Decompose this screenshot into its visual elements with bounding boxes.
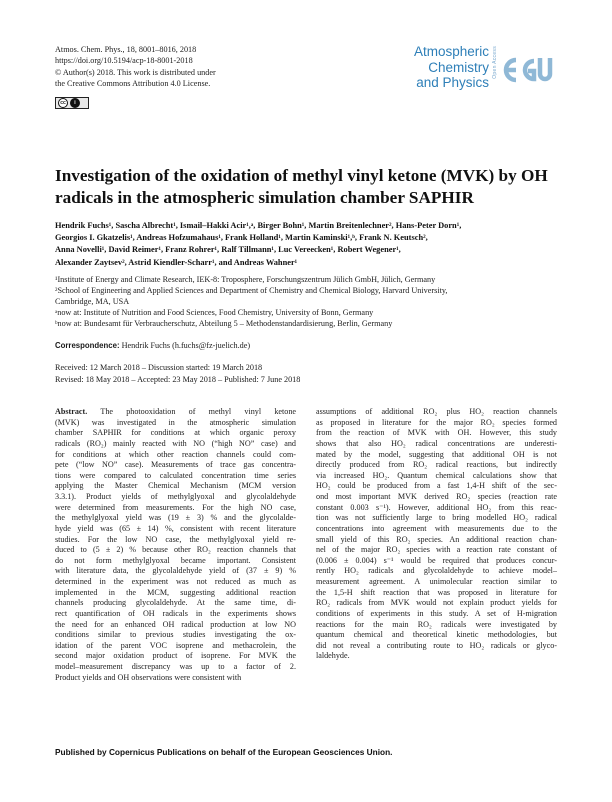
abstract-line [55,545,296,556]
abstract-line [55,609,296,620]
abstract-line [55,450,296,461]
author-line: Georgios I. Gkatzelis¹, Andreas Hofzumahaus¹, Frank Holland¹, Martin Kaminski¹,ᵇ, Frank N. Keutsch², [55,233,428,243]
abstract-line [55,651,296,662]
abstract-line [316,524,557,535]
abstract-text: ond most important MVK derived RO₂ species (reaction rate [316,492,557,501]
abstract-text: duced to (5 ± 2) % because other RO₂ reaction channels that [55,545,296,555]
abstract-text: Product yields and OH observations were consistent with [55,672,242,682]
abstract-line [55,630,296,641]
cc-icon: cc [58,98,68,108]
abstract-line [316,492,557,503]
abstract-line [55,662,296,673]
abstract-text: the 1,5-H shift reaction that was proposed in literature for [316,587,557,597]
abstract-text: constant 0.003 s⁻¹). However, additional HO₂ from this reac- [316,502,557,512]
abstract-line [316,418,557,429]
abstract-line [55,460,296,471]
abstract-line [55,620,296,631]
abstract-line [316,481,557,492]
abstract-text: model–measurement discrepancy was up to a factor of 2. [55,662,296,671]
abstract-text: channels producing glycolaldehyde. At the same time, di- [55,598,296,608]
abstract-line [316,513,557,524]
date-line: Received: 12 March 2018 – Discussion started: 19 March 2018 [55,363,263,372]
abstract-text: (MVK) was investigated in the atmospheric simulation [55,417,296,427]
abstract-text: laldehyde. [316,651,350,661]
abstract-text: RO₂ radicals from MVK would not explain product yields for [316,598,557,608]
abstract-text: from the reaction of MVK with OH. However, this study [316,428,557,438]
abstract-text: HO₂ could be produced from a fast 1,4-H shift of the sec- [316,481,557,491]
abstract-text: tions were compared to calculated concentration time series [55,470,296,480]
abstract-line [55,588,296,599]
abstract-text: quantum chemical and theoretical kinetic methodologies, but [316,630,557,640]
abstract-text: chamber SAPHIR for conditions at which organic peroxy [55,428,296,438]
paper-title [55,165,555,208]
affiliation-line: Cambridge, MA, USA [55,297,130,307]
abstract-line [55,407,296,418]
abstract-text: directly produced from RO₂ radical reactions, but indirectly [316,460,557,470]
abstract-text: the need for an enhanced OH radical production at low NO [55,619,296,629]
abstract-text: 3.3.1). Product yields of methylglyoxal and glycolaldehyde [55,492,296,501]
author-line: Hendrik Fuchs¹, Sascha Albrecht¹, Ismail–Hakki Acir¹,ᵃ, Birger Bohn¹, Martin Breitenlechner², Hans-Peter Dorn¹, [55,221,462,230]
abstract-line [55,524,296,535]
abstract-text: assumptions of additional RO₂ plus HO₂ reaction channels [316,407,557,416]
egu-logo-icon [500,52,556,88]
abstract-text: idation of the parent VOC isoprene and methacrolein, the [55,640,296,650]
publisher-footer: Published by Copernicus Publications on behalf of the European Geosciences Union. [55,747,393,757]
abstract-line [316,651,557,662]
title-line: Investigation of the oxidation of methyl vinyl ketone (MVK) by OH [55,166,548,185]
affiliation-line: ᵃnow at: Institute of Nutrition and Food Sciences, Food Chemistry, University of Bonn, Germany [55,308,374,318]
abstract-text: measurement agreement. A unimolecular reaction similar to [316,577,557,586]
abstract-line [316,407,557,418]
abstract-text: nel of the major RO₂ species with a reaction rate constant of [316,545,557,555]
abstract-line [55,673,296,684]
correspondence-email[interactable]: Hendrik Fuchs (h.fuchs@fz-juelich.de) [121,341,251,350]
abstract-text: with literature data, the glycolaldehyde yield of (37 ± 9) % [55,566,296,576]
correspondence-label: Correspondence: [55,341,120,350]
abstract-text: The photooxidation of methyl vinyl ketone [100,407,296,416]
abstract-text: implemented in the MCM, suggesting additional reaction [55,587,296,597]
abstract-line [55,481,296,492]
correspondence [55,340,250,351]
author-list [55,220,560,269]
affiliations [55,274,560,329]
abstract-line [55,428,296,439]
abstract-text: reactions for the main RO₂ radicals were investigated by [316,619,557,629]
abstract-text: radicals (RO₂) mainly reacted with NO (“high NO” case) and [55,438,296,448]
abstract-line [316,598,557,609]
abstract-line [316,609,557,620]
abstract-text: hyde yield was (65 ± 14) %, consistent with recent literature [55,523,296,533]
abstract-line [55,535,296,546]
affiliation-line: ¹Institute of Energy and Climate Research, IEK-8: Troposphere, Forschungszentrum Jülich GmbH, Jülich, Germany [55,275,436,284]
abstract-text: via increased HO₂. Quantum chemical calculations show that [316,470,557,480]
abstract-text: concentrations into agreement with measurements due to the [316,523,557,533]
abstract-text: were determined from measurements. For the high NO case, [55,502,296,512]
abstract-line [316,577,557,588]
abstract-line [55,556,296,567]
abstract-line [55,566,296,577]
cc-by-license-icon[interactable] [55,97,89,109]
title-line: radicals in the atmospheric simulation chamber SAPHIR [55,187,474,207]
abstract-line [316,460,557,471]
abstract-line [316,503,557,514]
abstract-text: mated by the model, suggesting that additional OH is not [316,449,557,459]
attribution-icon: i [70,98,80,108]
doi-link[interactable]: https://doi.org/10.5194/acp-18-8001-2018 [55,56,193,66]
publication-dates [55,362,300,385]
abstract-line [55,503,296,514]
abstract-line [55,513,296,524]
abstract-text: conditions of experiments in this study. A set of H-migration [316,608,557,618]
abstract-line [316,471,557,482]
abstract-line [316,545,557,556]
abstract-line [316,450,557,461]
abstract-line [55,439,296,450]
abstract-text: rently HO₂ radicals and glycolaldehyde to achieve model– [316,566,557,576]
abstract-line [316,588,557,599]
abstract-text: (0.006 ± 0.004) s⁻¹ would be required that produces concur- [316,555,557,565]
abstract-text: tion was not sufficiently large to bring modelled HO₂ radical [316,513,557,523]
abstract-text: did not reveal a contributing route to HO₂ radicals or glyco- [316,640,557,650]
article-metadata [55,44,216,89]
abstract-line [55,492,296,503]
abstract-text: studies. For the low NO case, the methylglyoxal yield re- [55,534,296,544]
author-line: Anna Novelli¹, David Reimer¹, Franz Rohrer¹, Ralf Tillmann¹, Luc Vereecken¹, Robert Wegener¹, [55,245,401,255]
abstract-text: applying the Master Chemical Mechanism (MCM version [55,481,296,491]
abstract-text: determined in the experiment was not reduced as much as [55,577,296,586]
abstract-text: shows that also HO₂ radical concentrations are underesti- [316,438,557,448]
abstract-text: as proposed in literature for the major RO₂ species formed [316,417,557,427]
abstract-line [55,577,296,588]
journal-reference: Atmos. Chem. Phys., 18, 8001–8016, 2018 [55,45,197,54]
open-access-label: Open Access [492,46,498,79]
journal-name-line: Atmospheric [413,44,489,59]
abstract-line [316,439,557,450]
abstract-text: rect quantification of OH radicals in the experiments shows [55,608,296,618]
abstract-right-column [316,407,557,662]
abstract-line [55,598,296,609]
abstract-label: Abstract. [55,407,88,416]
abstract-left-column [55,407,296,683]
journal-logo [410,44,489,91]
abstract-line [316,428,557,439]
copyright-line: © Author(s) 2018. This work is distributed under [55,67,216,77]
abstract-text: second major oxidation product of isoprene. For MVK the [55,651,296,661]
abstract-text: small yield of this RO₂ species. An additional reaction chan- [316,534,557,544]
abstract-text: conditions similar to previous studies investigating the ox- [55,630,296,640]
abstract-line [316,641,557,652]
abstract-text: do not form methylglyoxal became important. Consistent [55,555,296,565]
abstract-line [55,418,296,429]
journal-name-line: Chemistry [428,59,489,75]
abstract-line [316,535,557,546]
affiliation-line: ᵇnow at: Bundesamt für Verbraucherschutz, Abteilung 5 – Methodenstandardisierung, Berlin, Germany [55,319,393,329]
date-line: Revised: 18 May 2018 – Accepted: 23 May 2018 – Published: 7 June 2018 [55,374,301,384]
abstract-line [316,630,557,641]
abstract-line [316,566,557,577]
abstract-line [316,620,557,631]
affiliation-line: ²School of Engineering and Applied Sciences and Department of Chemistry and Chemical Biology, Harvard University, [55,286,448,296]
license-line: the Creative Commons Attribution 4.0 License. [55,78,211,88]
abstract-line [316,556,557,567]
abstract-line [55,641,296,652]
abstract-line [55,471,296,482]
abstract-text: for conditions at which other reaction channels could com- [55,449,296,459]
abstract-text: pete (“low NO” case). Measurements of trace gas concentra- [55,460,296,470]
author-line: Alexander Zaytsev², Astrid Kiendler-Scharr¹, and Andreas Wahner¹ [55,257,298,267]
abstract-text: the methylglyoxal yield was (19 ± 3) % and the glycolalde- [55,513,296,523]
journal-name-line: and Physics [416,75,489,90]
